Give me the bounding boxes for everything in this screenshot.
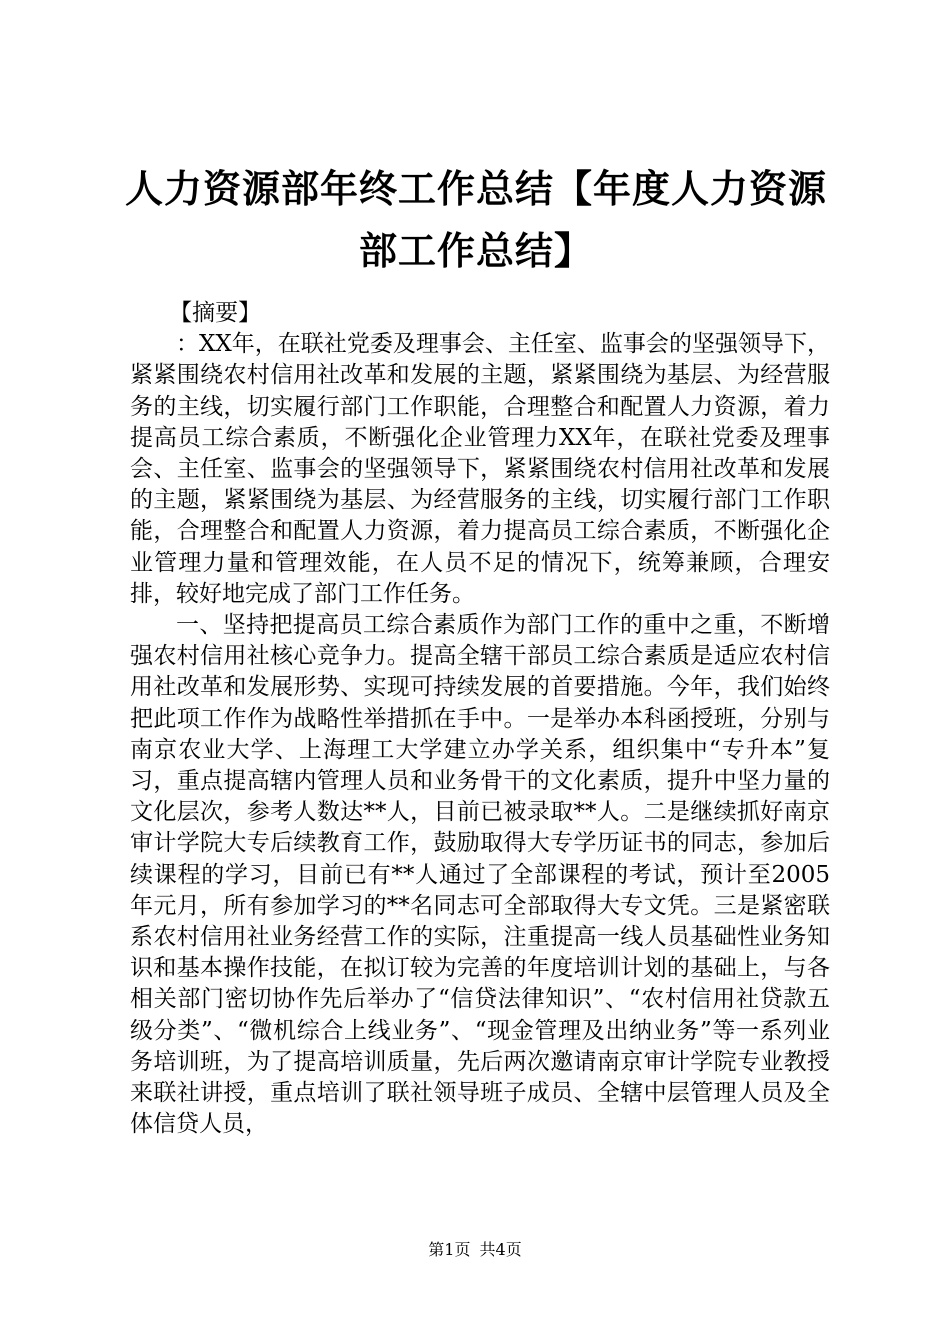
paragraph-abstract: ：XX年，在联社党委及理事会、主任室、监事会的坚强领导下，紧紧围绕农村信用社改革和发展的主题，紧紧围绕为基层、为经营服务的主线，切实履行部门工作职能，合理整合和配置人力资源，着力提高员工综合素质，不断强化企业管理力XX年，在联社党委及理事会、主任室、监事会的坚强领导下，紧紧围绕农村信用社改革和发展的主题，紧紧围绕为基层、为经营服务的主线，切实履行部门工作职能，合理整合和配置人力资源，着力提高员工综合素质，不断强化企业管理力量和管理效能，在人员不足的情况下，统筹兼顾，合理安排，较好地完成了部门工作任务。: [130, 331, 830, 607]
document-body: [130, 298, 830, 1140]
paragraph-section-1: 一、坚持把提高员工综合素质作为部门工作的重中之重，不断增强农村信用社核心竞争力。提高全辖干部员工综合素质是适应农村信用社改革和发展形势、实现可持续发展的首要措施。今年，我们始终把此项工作作为战略性举措抓在手中。一是举办本科函授班，分别与南京农业大学、上海理工大学建立办学关系，组织集中“专升本”复习，重点提高辖内管理人员和业务骨干的文化素质，提升中坚力量的文化层次，参考人数达**人，目前已被录取**人。二是继续抓好南京审计学院大专后续教育工作，鼓励取得大专学历证书的同志，参加后续课程的学习，目前已有**人通过了全部课程的考试，预计至2005年元月，所有参加学习的**名同志可全部取得大专文凭。三是紧密联系农村信用社业务经营工作的实际，注重提高一线人员基础性业务知识和基本操作技能，在拟订较为完善的年度培训计划的基础上，与各相关部门密切协作先后举办了“信贷法律知识”、“农村信用社贷款五级分类”、“微机综合上线业务”、“现金管理及出纳业务”等一系列业务培训班，为了提高培训质量，先后两次邀请南京审计学院专业教授来联社讲授，重点培训了联社领导班子成员、全辖中层管理人员及全体信贷人员，: [130, 612, 830, 1138]
document-title: 人力资源部年终工作总结【年度人力资源部工作总结】: [124, 167, 827, 273]
page-number: 第1页: [428, 1240, 471, 1259]
abstract-label: 【摘要】: [169, 300, 262, 326]
page-total: 共4页: [479, 1240, 522, 1259]
page-footer: [0, 1240, 950, 1260]
